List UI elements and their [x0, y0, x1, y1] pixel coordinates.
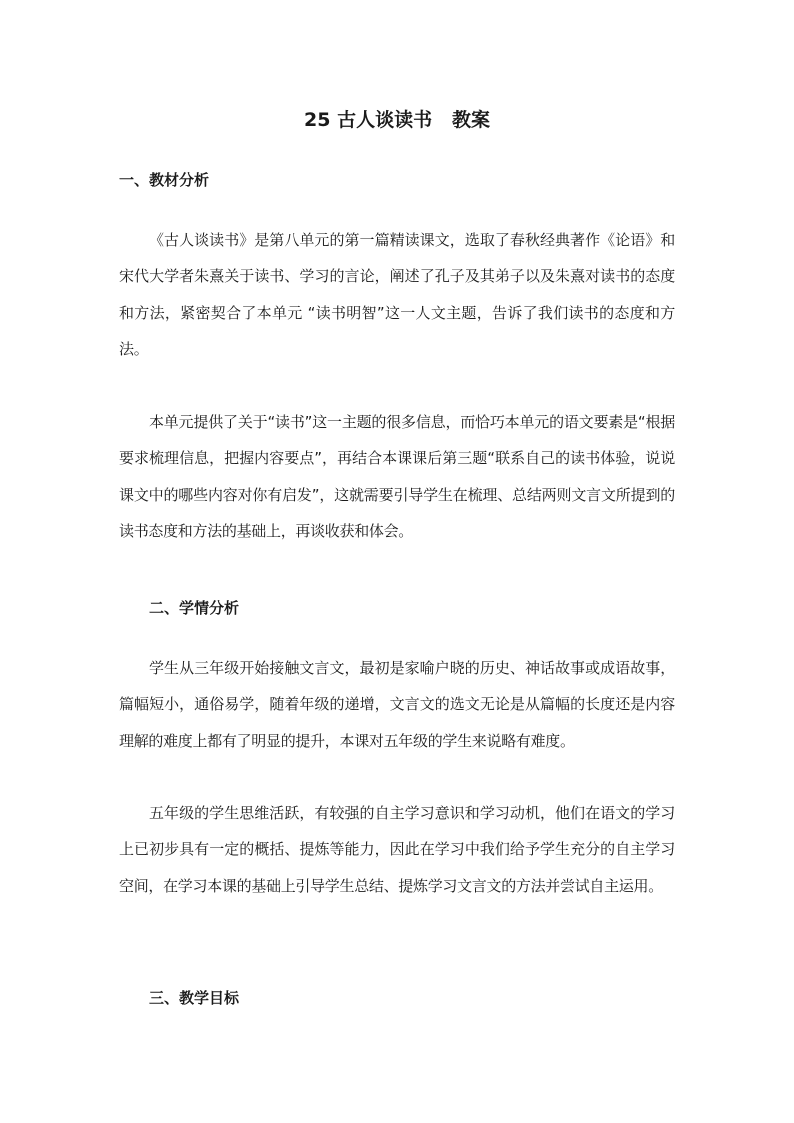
- section-heading-student-analysis: 二、学情分析: [149, 599, 240, 617]
- document-title: 25 古人谈读书 教案: [304, 109, 490, 131]
- paragraph-student-analysis-1: 学生从三年级开始接触文言文，最初是家喻户晓的历史、神话故事或成语故事，篇幅短小，通俗易学，随着年级的递增，文言文的选文无论是从篇幅的长度还是内容理解的难度上都有了明显的提升，本课对五年级的学生来说略有难度。: [119, 659, 675, 750]
- paragraph-textbook-analysis-2: 本单元提供了关于“读书”这一主题的很多信息，而恰巧本单元的语文要素是“根据要求梳理信息，把握内容要点”，再结合本课课后第三题“联系自己的读书体验，说说课文中的哪些内容对你有启发”，这就需要引导学生在梳理、总结两则文言文所提到的读书态度和方法的基础上，再谈收获和体会。: [119, 413, 675, 541]
- section-heading-textbook-analysis: 一、教材分析: [119, 171, 210, 189]
- section-heading-teaching-goals: 三、教学目标: [149, 989, 240, 1007]
- paragraph-textbook-analysis-1: 《古人谈读书》是第八单元的第一篇精读课文，选取了春秋经典著作《论语》和宋代大学者朱熹关于读书、学习的言论，阐述了孔子及其弟子以及朱熹对读书的态度和方法，紧密契合了本单元 “读书明智”这一人文主题，告诉了我们读书的态度和方法。: [119, 231, 675, 359]
- paragraph-student-analysis-2: 五年级的学生思维活跃，有较强的自主学习意识和学习动机，他们在语文的学习上已初步具有一定的概括、提炼等能力，因此在学习中我们给予学生充分的自主学习空间，在学习本课的基础上引导学生总结、提炼学习文言文的方法并尝试自主运用。: [119, 804, 675, 895]
